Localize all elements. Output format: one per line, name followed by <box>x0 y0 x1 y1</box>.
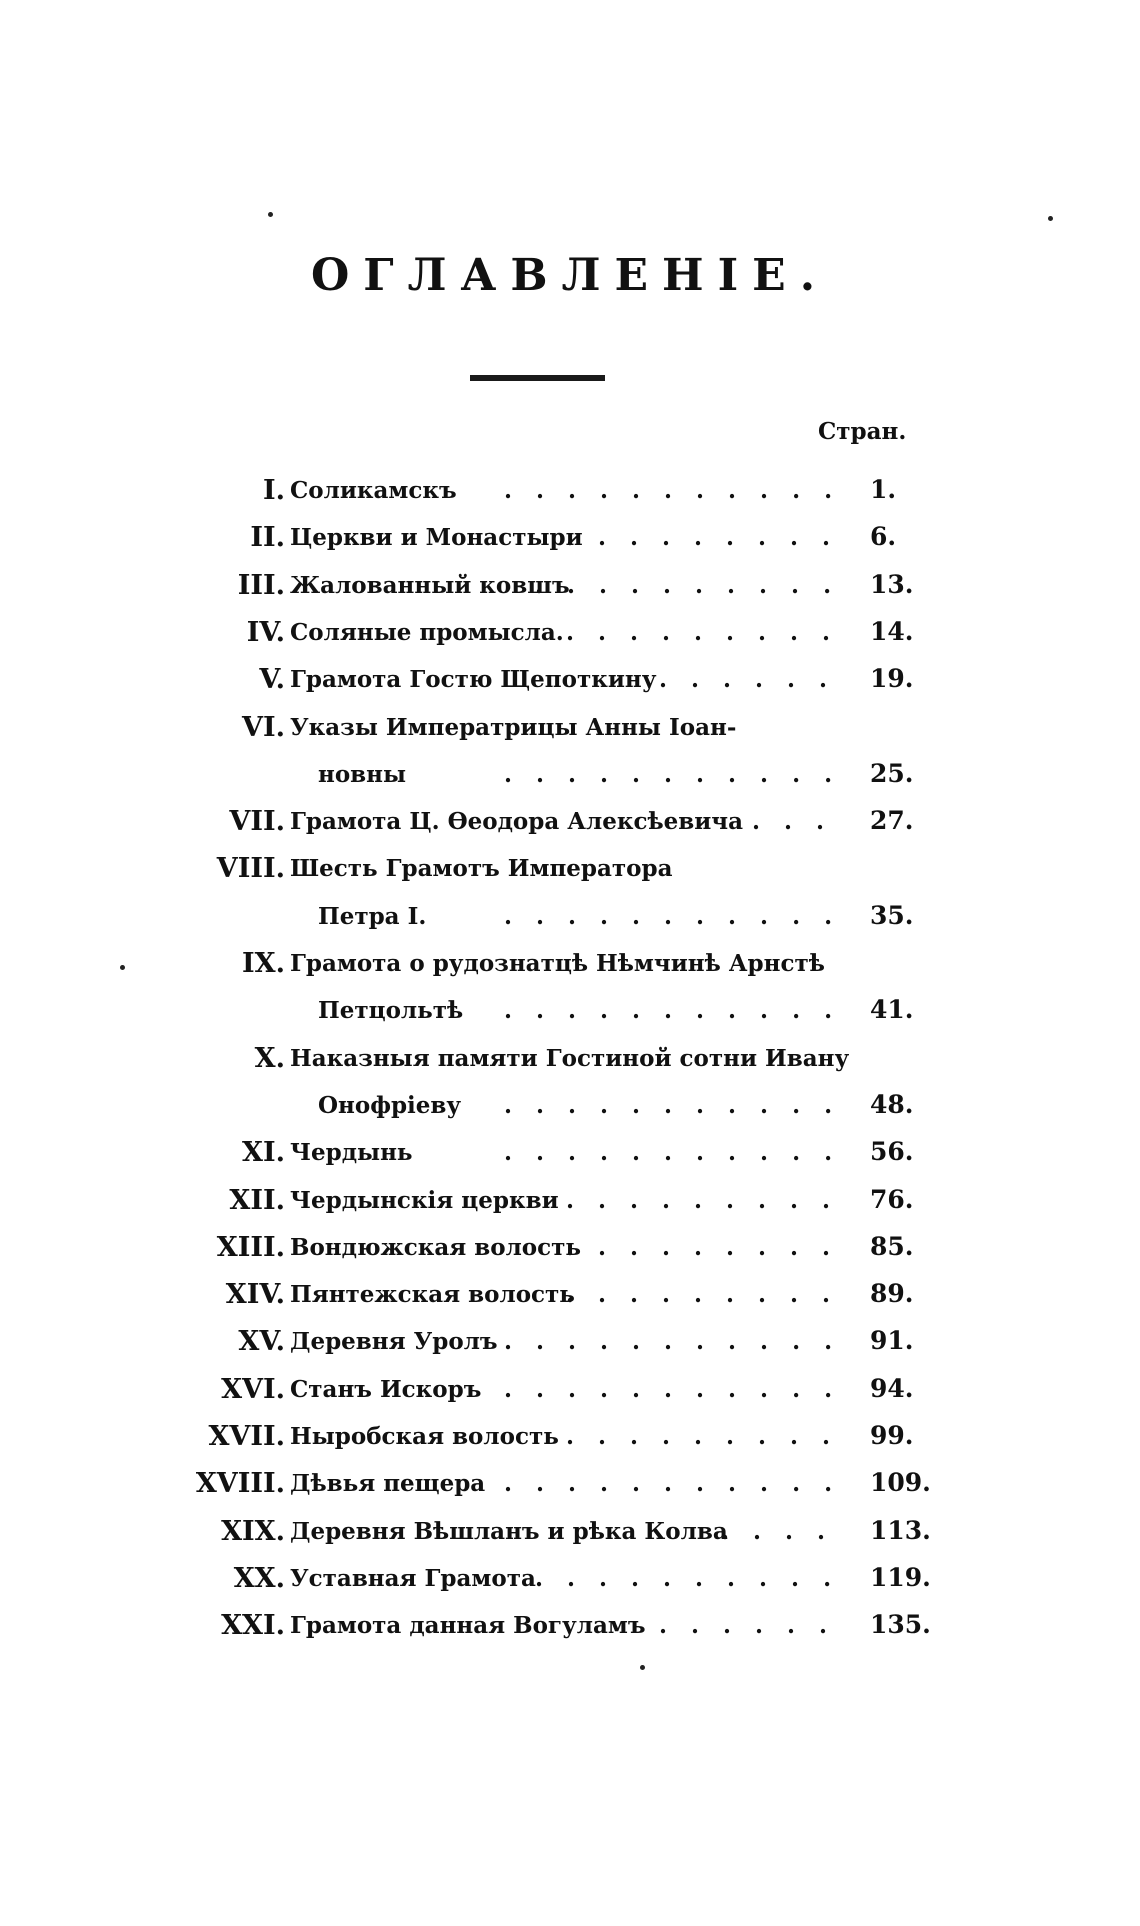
page-title: ОГЛАВЛЕНІЕ. <box>310 250 830 301</box>
chapter-number: XXI. <box>221 1610 285 1642</box>
chapter-title: Грамота Гостю Щепоткину <box>290 666 657 694</box>
leader-dots: ...... <box>659 1612 852 1640</box>
page-number: 85. <box>870 1231 914 1261</box>
chapter-number: XVIII. <box>195 1468 285 1500</box>
print-speck <box>640 1665 645 1670</box>
leader-dots: ......... <box>566 618 855 646</box>
chapter-number: XX. <box>233 1562 285 1594</box>
chapter-title: Соликамскъ <box>290 477 457 504</box>
leader-dots: ........... <box>504 1375 857 1403</box>
toc-entry-continuation <box>0 759 1140 799</box>
chapter-number: IV. <box>246 616 285 648</box>
chapter-number: XIV. <box>225 1279 285 1311</box>
chapter-number: I. <box>262 475 285 506</box>
chapter-title: Жалованный ковшъ <box>290 571 570 599</box>
leader-dots: ........... <box>504 1470 857 1498</box>
chapter-number: XVI. <box>221 1373 285 1405</box>
page-column-header: Стран. <box>818 418 907 445</box>
chapter-number: XIII. <box>216 1231 285 1263</box>
toc-entry-continuation <box>0 1090 1140 1130</box>
leader-dots: ......... <box>566 1281 855 1309</box>
chapter-number: VI. <box>242 711 285 743</box>
page-number: 27. <box>870 806 914 836</box>
leader-dots: .... <box>721 1517 850 1545</box>
leader-dots: ........... <box>504 1139 857 1167</box>
chapter-number: IX. <box>242 948 285 979</box>
toc-entry <box>0 853 1140 893</box>
toc-entry <box>0 1043 1140 1083</box>
page-number: 113. <box>870 1515 931 1545</box>
toc-entry-continuation <box>0 995 1140 1035</box>
chapter-title-continuation: Онофріеву <box>318 1091 462 1119</box>
chapter-title: Наказныя памяти Гостиной сотни Ивану <box>290 1044 850 1072</box>
page-number: 109. <box>870 1468 931 1498</box>
chapter-title-continuation: новны <box>318 760 407 788</box>
page-number: 48. <box>870 1089 914 1119</box>
page-number: 13. <box>870 569 914 599</box>
toc-entry-continuation <box>0 901 1140 941</box>
page-number: 56. <box>870 1137 914 1167</box>
leader-dots: ........... <box>504 760 857 788</box>
leader-dots: .......... <box>535 1564 856 1592</box>
toc-entry <box>0 570 1140 610</box>
toc-entry <box>0 1563 1140 1603</box>
page-number: 76. <box>870 1184 914 1214</box>
chapter-title: Деревня Уролъ <box>290 1328 498 1356</box>
toc-entry <box>0 664 1140 704</box>
page-number: 89. <box>870 1279 914 1309</box>
chapter-number: XIX. <box>221 1515 285 1547</box>
chapter-number: XVII. <box>208 1421 285 1452</box>
page-number: 14. <box>870 616 914 646</box>
toc-entry <box>0 1326 1140 1366</box>
chapter-number: III. <box>237 569 285 601</box>
leader-dots: ........... <box>504 902 857 930</box>
chapter-title: Уставная Грамота <box>290 1564 536 1592</box>
page-number: 6. <box>870 522 897 552</box>
page-number: 35. <box>870 900 914 930</box>
toc-entry <box>0 1279 1140 1319</box>
print-speck <box>268 212 273 217</box>
chapter-number: XI. <box>242 1137 285 1169</box>
page-number: 19. <box>870 664 914 694</box>
toc-entry <box>0 712 1140 752</box>
chapter-number: V. <box>259 664 285 696</box>
chapter-title: Грамота Ц. Өеодора Алексѣевича <box>290 808 744 836</box>
print-speck <box>120 965 125 970</box>
toc-entry <box>0 1421 1140 1461</box>
chapter-number: VII. <box>229 806 285 838</box>
chapter-title: Дѣвья пещера <box>290 1470 486 1498</box>
chapter-number: II. <box>250 522 285 554</box>
leader-dots: ... <box>752 808 849 836</box>
page-number: 119. <box>870 1562 931 1592</box>
chapter-title-continuation: Петцольтѣ <box>318 997 464 1025</box>
leader-dots: .......... <box>535 571 856 599</box>
leader-dots: ........... <box>504 1328 857 1356</box>
toc-entry <box>0 617 1140 657</box>
chapter-title: Грамота о рудознатцѣ Нѣмчинѣ Арнстѣ <box>290 950 825 977</box>
chapter-title-continuation: Петра I. <box>318 902 427 930</box>
leader-dots: ...... <box>659 666 852 694</box>
page-number: 25. <box>870 758 914 788</box>
print-speck <box>1048 216 1053 221</box>
chapter-number: X. <box>254 1042 285 1074</box>
chapter-title: Вондюжская волость <box>290 1233 582 1261</box>
chapter-number: XII. <box>229 1184 285 1216</box>
chapter-title: Грамота данная Вогуламъ <box>290 1612 646 1640</box>
toc-entry <box>0 1610 1140 1650</box>
toc-entry <box>0 948 1140 988</box>
toc-entry <box>0 522 1140 562</box>
chapter-number: XV. <box>238 1326 285 1358</box>
chapter-title: Чердынь <box>290 1139 413 1167</box>
page-number: 1. <box>870 475 897 504</box>
page-number: 99. <box>870 1421 914 1450</box>
toc-entry <box>0 1185 1140 1225</box>
toc-entry <box>0 806 1140 846</box>
page-number: 41. <box>870 995 914 1025</box>
leader-dots: ........... <box>504 477 857 504</box>
toc-entry <box>0 1374 1140 1414</box>
chapter-title: Чердынскія церкви <box>290 1186 559 1214</box>
page-number: 91. <box>870 1326 914 1356</box>
chapter-title: Ныробская волость <box>290 1423 559 1450</box>
toc-entry <box>0 475 1140 515</box>
chapter-title: Станъ Искоръ <box>290 1375 482 1403</box>
toc-entry <box>0 1468 1140 1508</box>
leader-dots: ......... <box>566 1186 855 1214</box>
page-number: 94. <box>870 1373 914 1403</box>
toc-entry <box>0 1137 1140 1177</box>
page-number: 135. <box>870 1610 931 1640</box>
leader-dots: ........... <box>504 997 857 1025</box>
chapter-title: Деревня Вѣшланъ и рѣка Колва <box>290 1517 728 1545</box>
toc-entry <box>0 1516 1140 1556</box>
chapter-title: Соляные промысла. <box>290 618 564 646</box>
chapter-title: Шесть Грамотъ Императора <box>290 855 673 883</box>
chapter-number: VIII. <box>216 853 285 885</box>
leader-dots: ........... <box>504 1091 857 1119</box>
chapter-title: Церкви и Монастыри <box>290 524 583 552</box>
leader-dots: ......... <box>566 1233 855 1261</box>
toc-entry <box>0 1232 1140 1272</box>
leader-dots: ......... <box>566 1423 855 1450</box>
chapter-title: Указы Императрицы Анны Іоан- <box>290 713 737 741</box>
leader-dots: ......... <box>566 524 855 552</box>
chapter-title: Пянтежская волость <box>290 1281 575 1309</box>
